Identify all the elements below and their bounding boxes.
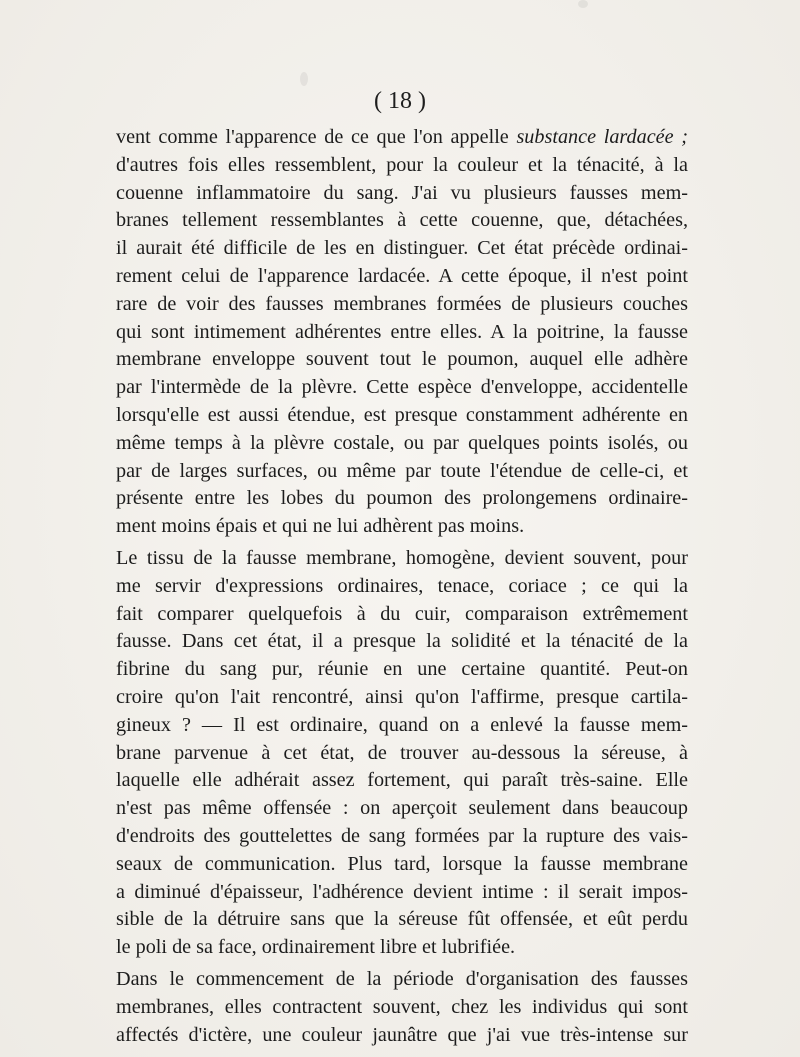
text-line: Dans le commencement de la période d'organisation des fausses (116, 967, 688, 990)
text-line: par de larges surfaces, ou même par toute l'étendue de celle-ci, et (116, 459, 688, 482)
text-line: lorsqu'elle est aussi étendue, est presque constamment adhérente en (116, 403, 688, 426)
ink-smudge (578, 0, 588, 8)
text-line: couenne inflammatoire du sang. J'ai vu plusieurs fausses mem- (116, 181, 688, 204)
text-line: il aurait été difficile de les en distinguer. Cet état précède ordinai- (116, 237, 688, 260)
text-line: seaux de communication. Plus tard, lorsque la fausse membrane (116, 852, 688, 875)
text-line: même temps à la plèvre costale, ou par quelques points isolés, ou (116, 431, 688, 454)
text-line: fibrine du sang pur, réunie en une certaine quantité. Peut-on (116, 658, 688, 681)
text-line: sible de la détruire sans que la séreuse fût offensée, et eût perdu (116, 908, 688, 931)
text-line: fausse. Dans cet état, il a presque la solidité et la ténacité de la (116, 630, 688, 653)
text-line: me servir d'expressions ordinaires, tenace, coriace ; ce qui la (116, 574, 688, 597)
text-line: vent comme l'apparence de ce que l'on appelle substance lardacée ; (116, 126, 688, 148)
text-line: rare de voir des fausses membranes formées de plusieurs couches (116, 292, 688, 315)
text-line: croire qu'on l'ait rencontré, ainsi qu'on l'affirme, presque cartila- (116, 685, 688, 708)
ink-smudge (300, 72, 308, 86)
text-line: d'autres fois elles ressemblent, pour la couleur et la ténacité, à la (116, 153, 688, 176)
body-text (116, 124, 688, 1049)
text-line: n'est pas même offensée : on aperçoit seulement dans beaucoup (116, 797, 688, 820)
text-line: rement celui de l'apparence lardacée. A cette époque, il n'est point (116, 264, 688, 287)
text-line: gineux ? — Il est ordinaire, quand on a enlevé la fausse mem- (116, 713, 688, 736)
text-line: membranes, elles contractent souvent, chez les individus qui sont (116, 995, 688, 1018)
text-line: affectés d'ictère, une couleur jaunâtre que j'ai vue très-intense sur (116, 1023, 688, 1046)
text-line: ment moins épais et qui ne lui adhèrent pas moins. (116, 515, 525, 538)
italic-term: substance lardacée ; (516, 126, 688, 148)
text-line: a diminué d'épaisseur, l'adhérence devient intime : il serait impos- (116, 880, 688, 903)
text-line: le poli de sa face, ordinairement libre et lubrifiée. (116, 936, 516, 959)
text-line: branes tellement ressemblantes à cette couenne, que, détachées, (116, 209, 688, 232)
text-line: brane parvenue à cet état, de trouver au-dessous la séreuse, à (116, 741, 688, 764)
text-line: présente entre les lobes du poumon des prolongemens ordinaire- (116, 487, 688, 510)
page-number: ( 18 ) (374, 88, 426, 114)
text-line: laquelle elle adhérait assez fortement, qui paraît très-saine. Elle (116, 769, 688, 792)
text-line: par l'intermède de la plèvre. Cette espèce d'enveloppe, accidentelle (116, 376, 688, 399)
text-line: qui sont intimement adhérentes entre elles. A la poitrine, la fausse (116, 320, 688, 343)
text-line: membrane enveloppe souvent tout le poumon, auquel elle adhère (116, 348, 688, 371)
text-line: fait comparer quelquefois à du cuir, comparaison extrêmement (116, 602, 688, 625)
text-line: d'endroits des gouttelettes de sang formées par la rupture des vais- (116, 824, 688, 847)
text-line: Le tissu de la fausse membrane, homogène, devient souvent, pour (116, 546, 688, 569)
